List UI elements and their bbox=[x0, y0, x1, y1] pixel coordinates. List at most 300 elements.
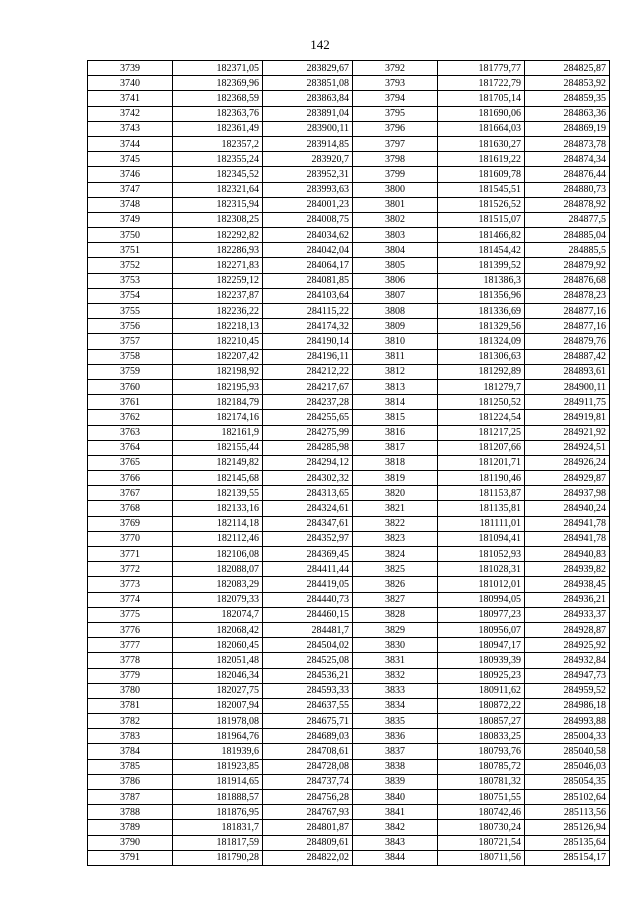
y-coordinate-left-cell: 284525,08 bbox=[263, 653, 353, 668]
x-coordinate-right-cell: 180956,07 bbox=[438, 622, 525, 637]
x-coordinate-right-cell: 181153,87 bbox=[438, 486, 525, 501]
point-id-right-cell: 3818 bbox=[353, 455, 438, 470]
table-row bbox=[88, 471, 610, 486]
y-coordinate-left-cell: 284637,55 bbox=[263, 698, 353, 713]
point-id-right-cell: 3838 bbox=[353, 759, 438, 774]
x-coordinate-left-cell: 181817,59 bbox=[173, 835, 263, 850]
point-id-right-cell: 3824 bbox=[353, 547, 438, 562]
y-coordinate-left-cell: 284081,85 bbox=[263, 273, 353, 288]
y-coordinate-right-cell: 285054,35 bbox=[525, 774, 610, 789]
point-id-right-cell: 3803 bbox=[353, 228, 438, 243]
y-coordinate-left-cell: 284174,32 bbox=[263, 319, 353, 334]
point-id-left-cell: 3764 bbox=[88, 440, 173, 455]
table-row bbox=[88, 243, 610, 258]
y-coordinate-right-cell: 284873,78 bbox=[525, 136, 610, 151]
x-coordinate-right-cell: 181545,51 bbox=[438, 182, 525, 197]
y-coordinate-right-cell: 284877,16 bbox=[525, 304, 610, 319]
x-coordinate-right-cell: 181135,81 bbox=[438, 501, 525, 516]
table-row bbox=[88, 440, 610, 455]
x-coordinate-left-cell: 182210,45 bbox=[173, 334, 263, 349]
x-coordinate-right-cell: 180911,62 bbox=[438, 683, 525, 698]
table-row bbox=[88, 334, 610, 349]
table-row bbox=[88, 197, 610, 212]
point-id-right-cell: 3805 bbox=[353, 258, 438, 273]
table-row bbox=[88, 273, 610, 288]
y-coordinate-right-cell: 284993,88 bbox=[525, 714, 610, 729]
y-coordinate-right-cell: 284936,21 bbox=[525, 592, 610, 607]
table-row bbox=[88, 425, 610, 440]
x-coordinate-left-cell: 182198,92 bbox=[173, 364, 263, 379]
table-row bbox=[88, 805, 610, 820]
y-coordinate-left-cell: 283914,85 bbox=[263, 136, 353, 151]
point-id-right-cell: 3820 bbox=[353, 486, 438, 501]
y-coordinate-right-cell: 284911,75 bbox=[525, 395, 610, 410]
y-coordinate-left-cell: 283891,04 bbox=[263, 106, 353, 121]
point-id-left-cell: 3790 bbox=[88, 835, 173, 850]
point-id-left-cell: 3743 bbox=[88, 121, 173, 136]
table-row bbox=[88, 106, 610, 121]
point-id-right-cell: 3835 bbox=[353, 714, 438, 729]
x-coordinate-left-cell: 182292,82 bbox=[173, 228, 263, 243]
y-coordinate-left-cell: 284419,05 bbox=[263, 577, 353, 592]
x-coordinate-left-cell: 182195,93 bbox=[173, 379, 263, 394]
x-coordinate-left-cell: 182007,94 bbox=[173, 698, 263, 713]
point-id-left-cell: 3781 bbox=[88, 698, 173, 713]
y-coordinate-left-cell: 284675,71 bbox=[263, 714, 353, 729]
y-coordinate-right-cell: 284928,87 bbox=[525, 622, 610, 637]
x-coordinate-left-cell: 181939,6 bbox=[173, 744, 263, 759]
y-coordinate-right-cell: 284876,44 bbox=[525, 167, 610, 182]
x-coordinate-right-cell: 180781,32 bbox=[438, 774, 525, 789]
point-id-left-cell: 3740 bbox=[88, 76, 173, 91]
y-coordinate-right-cell: 284941,78 bbox=[525, 531, 610, 546]
y-coordinate-left-cell: 284001,23 bbox=[263, 197, 353, 212]
y-coordinate-left-cell: 284593,33 bbox=[263, 683, 353, 698]
point-id-right-cell: 3844 bbox=[353, 850, 438, 865]
point-id-left-cell: 3754 bbox=[88, 288, 173, 303]
table-row bbox=[88, 820, 610, 835]
table-row bbox=[88, 410, 610, 425]
x-coordinate-left-cell: 182236,22 bbox=[173, 304, 263, 319]
x-coordinate-left-cell: 182068,42 bbox=[173, 622, 263, 637]
table-row bbox=[88, 607, 610, 622]
x-coordinate-right-cell: 181012,01 bbox=[438, 577, 525, 592]
point-id-right-cell: 3793 bbox=[353, 76, 438, 91]
x-coordinate-left-cell: 182237,87 bbox=[173, 288, 263, 303]
y-coordinate-right-cell: 285113,56 bbox=[525, 805, 610, 820]
point-id-right-cell: 3802 bbox=[353, 212, 438, 227]
x-coordinate-left-cell: 182139,55 bbox=[173, 486, 263, 501]
point-id-left-cell: 3774 bbox=[88, 592, 173, 607]
y-coordinate-left-cell: 284196,11 bbox=[263, 349, 353, 364]
table-row bbox=[88, 501, 610, 516]
table-row bbox=[88, 228, 610, 243]
point-id-right-cell: 3840 bbox=[353, 790, 438, 805]
y-coordinate-right-cell: 285046,03 bbox=[525, 759, 610, 774]
point-id-left-cell: 3782 bbox=[88, 714, 173, 729]
y-coordinate-left-cell: 284728,08 bbox=[263, 759, 353, 774]
table-row bbox=[88, 790, 610, 805]
table-row bbox=[88, 577, 610, 592]
y-coordinate-left-cell: 284008,75 bbox=[263, 212, 353, 227]
point-id-right-cell: 3797 bbox=[353, 136, 438, 151]
y-coordinate-right-cell: 284877,16 bbox=[525, 319, 610, 334]
point-id-left-cell: 3768 bbox=[88, 501, 173, 516]
y-coordinate-right-cell: 284941,78 bbox=[525, 516, 610, 531]
point-id-left-cell: 3744 bbox=[88, 136, 173, 151]
x-coordinate-left-cell: 182355,24 bbox=[173, 152, 263, 167]
y-coordinate-left-cell: 284237,28 bbox=[263, 395, 353, 410]
point-id-left-cell: 3742 bbox=[88, 106, 173, 121]
point-id-left-cell: 3757 bbox=[88, 334, 173, 349]
y-coordinate-right-cell: 284986,18 bbox=[525, 698, 610, 713]
y-coordinate-right-cell: 284940,24 bbox=[525, 501, 610, 516]
y-coordinate-right-cell: 284878,92 bbox=[525, 197, 610, 212]
y-coordinate-left-cell: 284064,17 bbox=[263, 258, 353, 273]
x-coordinate-left-cell: 182149,82 bbox=[173, 455, 263, 470]
y-coordinate-left-cell: 284767,93 bbox=[263, 805, 353, 820]
table-row bbox=[88, 683, 610, 698]
point-id-left-cell: 3751 bbox=[88, 243, 173, 258]
y-coordinate-right-cell: 284885,5 bbox=[525, 243, 610, 258]
point-id-right-cell: 3823 bbox=[353, 531, 438, 546]
x-coordinate-left-cell: 181876,95 bbox=[173, 805, 263, 820]
y-coordinate-right-cell: 284825,87 bbox=[525, 61, 610, 76]
point-id-left-cell: 3778 bbox=[88, 653, 173, 668]
table-row bbox=[88, 121, 610, 136]
point-id-left-cell: 3766 bbox=[88, 471, 173, 486]
point-id-right-cell: 3819 bbox=[353, 471, 438, 486]
point-id-left-cell: 3788 bbox=[88, 805, 173, 820]
x-coordinate-left-cell: 182161,9 bbox=[173, 425, 263, 440]
table-row bbox=[88, 835, 610, 850]
table-row bbox=[88, 136, 610, 151]
table-row bbox=[88, 486, 610, 501]
y-coordinate-left-cell: 284212,22 bbox=[263, 364, 353, 379]
x-coordinate-right-cell: 181386,3 bbox=[438, 273, 525, 288]
x-coordinate-left-cell: 182357,2 bbox=[173, 136, 263, 151]
point-id-left-cell: 3758 bbox=[88, 349, 173, 364]
point-id-left-cell: 3772 bbox=[88, 562, 173, 577]
x-coordinate-left-cell: 181790,28 bbox=[173, 850, 263, 865]
x-coordinate-right-cell: 181664,03 bbox=[438, 121, 525, 136]
y-coordinate-right-cell: 285102,64 bbox=[525, 790, 610, 805]
point-id-left-cell: 3761 bbox=[88, 395, 173, 410]
point-id-right-cell: 3813 bbox=[353, 379, 438, 394]
y-coordinate-left-cell: 284042,04 bbox=[263, 243, 353, 258]
point-id-right-cell: 3833 bbox=[353, 683, 438, 698]
x-coordinate-right-cell: 180793,76 bbox=[438, 744, 525, 759]
x-coordinate-left-cell: 182060,45 bbox=[173, 638, 263, 653]
x-coordinate-right-cell: 181630,27 bbox=[438, 136, 525, 151]
x-coordinate-left-cell: 182106,08 bbox=[173, 547, 263, 562]
y-coordinate-left-cell: 284302,32 bbox=[263, 471, 353, 486]
point-id-right-cell: 3798 bbox=[353, 152, 438, 167]
table-row bbox=[88, 714, 610, 729]
y-coordinate-left-cell: 284460,15 bbox=[263, 607, 353, 622]
point-id-left-cell: 3780 bbox=[88, 683, 173, 698]
x-coordinate-right-cell: 181619,22 bbox=[438, 152, 525, 167]
point-id-right-cell: 3828 bbox=[353, 607, 438, 622]
point-id-left-cell: 3779 bbox=[88, 668, 173, 683]
y-coordinate-right-cell: 285126,94 bbox=[525, 820, 610, 835]
x-coordinate-left-cell: 182046,34 bbox=[173, 668, 263, 683]
table-row bbox=[88, 516, 610, 531]
point-id-right-cell: 3812 bbox=[353, 364, 438, 379]
point-id-left-cell: 3748 bbox=[88, 197, 173, 212]
point-id-right-cell: 3815 bbox=[353, 410, 438, 425]
x-coordinate-right-cell: 180947,17 bbox=[438, 638, 525, 653]
point-id-left-cell: 3771 bbox=[88, 547, 173, 562]
x-coordinate-left-cell: 181888,57 bbox=[173, 790, 263, 805]
point-id-left-cell: 3789 bbox=[88, 820, 173, 835]
point-id-left-cell: 3763 bbox=[88, 425, 173, 440]
y-coordinate-right-cell: 284921,92 bbox=[525, 425, 610, 440]
x-coordinate-right-cell: 181306,63 bbox=[438, 349, 525, 364]
x-coordinate-left-cell: 182112,46 bbox=[173, 531, 263, 546]
x-coordinate-left-cell: 181831,7 bbox=[173, 820, 263, 835]
table-row bbox=[88, 91, 610, 106]
x-coordinate-right-cell: 181329,56 bbox=[438, 319, 525, 334]
y-coordinate-right-cell: 284879,76 bbox=[525, 334, 610, 349]
y-coordinate-right-cell: 284959,52 bbox=[525, 683, 610, 698]
y-coordinate-right-cell: 284853,92 bbox=[525, 76, 610, 91]
table-row bbox=[88, 304, 610, 319]
y-coordinate-left-cell: 284255,65 bbox=[263, 410, 353, 425]
point-id-right-cell: 3834 bbox=[353, 698, 438, 713]
x-coordinate-right-cell: 181609,78 bbox=[438, 167, 525, 182]
x-coordinate-left-cell: 182271,83 bbox=[173, 258, 263, 273]
x-coordinate-right-cell: 181526,52 bbox=[438, 197, 525, 212]
x-coordinate-right-cell: 181094,41 bbox=[438, 531, 525, 546]
point-id-left-cell: 3786 bbox=[88, 774, 173, 789]
x-coordinate-right-cell: 180721,54 bbox=[438, 835, 525, 850]
point-id-right-cell: 3836 bbox=[353, 729, 438, 744]
x-coordinate-left-cell: 182363,76 bbox=[173, 106, 263, 121]
y-coordinate-left-cell: 284737,74 bbox=[263, 774, 353, 789]
point-id-left-cell: 3762 bbox=[88, 410, 173, 425]
point-id-right-cell: 3814 bbox=[353, 395, 438, 410]
x-coordinate-left-cell: 182114,18 bbox=[173, 516, 263, 531]
y-coordinate-left-cell: 284369,45 bbox=[263, 547, 353, 562]
y-coordinate-right-cell: 285135,64 bbox=[525, 835, 610, 850]
table-row bbox=[88, 455, 610, 470]
table-row bbox=[88, 759, 610, 774]
y-coordinate-right-cell: 284919,81 bbox=[525, 410, 610, 425]
x-coordinate-right-cell: 180977,23 bbox=[438, 607, 525, 622]
x-coordinate-right-cell: 181466,82 bbox=[438, 228, 525, 243]
point-id-left-cell: 3745 bbox=[88, 152, 173, 167]
x-coordinate-right-cell: 181292,89 bbox=[438, 364, 525, 379]
y-coordinate-right-cell: 284938,45 bbox=[525, 577, 610, 592]
x-coordinate-right-cell: 180939,39 bbox=[438, 653, 525, 668]
y-coordinate-left-cell: 284822,02 bbox=[263, 850, 353, 865]
x-coordinate-left-cell: 182145,68 bbox=[173, 471, 263, 486]
x-coordinate-left-cell: 181914,65 bbox=[173, 774, 263, 789]
table-row bbox=[88, 258, 610, 273]
point-id-right-cell: 3830 bbox=[353, 638, 438, 653]
point-id-left-cell: 3785 bbox=[88, 759, 173, 774]
y-coordinate-right-cell: 284933,37 bbox=[525, 607, 610, 622]
table-row bbox=[88, 744, 610, 759]
point-id-right-cell: 3807 bbox=[353, 288, 438, 303]
point-id-right-cell: 3843 bbox=[353, 835, 438, 850]
table-row bbox=[88, 319, 610, 334]
x-coordinate-left-cell: 182088,07 bbox=[173, 562, 263, 577]
x-coordinate-left-cell: 182184,79 bbox=[173, 395, 263, 410]
x-coordinate-left-cell: 182074,7 bbox=[173, 607, 263, 622]
y-coordinate-right-cell: 284880,73 bbox=[525, 182, 610, 197]
y-coordinate-right-cell: 284925,92 bbox=[525, 638, 610, 653]
y-coordinate-left-cell: 283851,08 bbox=[263, 76, 353, 91]
x-coordinate-right-cell: 181779,77 bbox=[438, 61, 525, 76]
y-coordinate-left-cell: 283952,31 bbox=[263, 167, 353, 182]
point-id-left-cell: 3746 bbox=[88, 167, 173, 182]
x-coordinate-right-cell: 181356,96 bbox=[438, 288, 525, 303]
x-coordinate-right-cell: 180872,22 bbox=[438, 698, 525, 713]
point-id-right-cell: 3817 bbox=[353, 440, 438, 455]
table-row bbox=[88, 61, 610, 76]
x-coordinate-left-cell: 182368,59 bbox=[173, 91, 263, 106]
y-coordinate-left-cell: 284103,64 bbox=[263, 288, 353, 303]
table-row bbox=[88, 729, 610, 744]
point-id-left-cell: 3747 bbox=[88, 182, 173, 197]
point-id-right-cell: 3832 bbox=[353, 668, 438, 683]
x-coordinate-left-cell: 182218,13 bbox=[173, 319, 263, 334]
table-row bbox=[88, 698, 610, 713]
point-id-right-cell: 3816 bbox=[353, 425, 438, 440]
point-id-left-cell: 3755 bbox=[88, 304, 173, 319]
y-coordinate-left-cell: 284034,62 bbox=[263, 228, 353, 243]
point-id-left-cell: 3777 bbox=[88, 638, 173, 653]
point-id-left-cell: 3753 bbox=[88, 273, 173, 288]
x-coordinate-left-cell: 182371,05 bbox=[173, 61, 263, 76]
point-id-left-cell: 3773 bbox=[88, 577, 173, 592]
x-coordinate-right-cell: 180833,25 bbox=[438, 729, 525, 744]
y-coordinate-right-cell: 284863,36 bbox=[525, 106, 610, 121]
y-coordinate-right-cell: 284900,11 bbox=[525, 379, 610, 394]
point-id-right-cell: 3842 bbox=[353, 820, 438, 835]
point-id-left-cell: 3784 bbox=[88, 744, 173, 759]
y-coordinate-left-cell: 284347,61 bbox=[263, 516, 353, 531]
y-coordinate-left-cell: 284275,99 bbox=[263, 425, 353, 440]
x-coordinate-right-cell: 180857,27 bbox=[438, 714, 525, 729]
point-id-left-cell: 3749 bbox=[88, 212, 173, 227]
x-coordinate-left-cell: 182321,64 bbox=[173, 182, 263, 197]
y-coordinate-right-cell: 284879,92 bbox=[525, 258, 610, 273]
y-coordinate-left-cell: 284294,12 bbox=[263, 455, 353, 470]
point-id-right-cell: 3796 bbox=[353, 121, 438, 136]
point-id-left-cell: 3752 bbox=[88, 258, 173, 273]
point-id-right-cell: 3811 bbox=[353, 349, 438, 364]
point-id-right-cell: 3829 bbox=[353, 622, 438, 637]
point-id-left-cell: 3791 bbox=[88, 850, 173, 865]
x-coordinate-right-cell: 180711,56 bbox=[438, 850, 525, 865]
point-id-left-cell: 3769 bbox=[88, 516, 173, 531]
x-coordinate-left-cell: 181923,85 bbox=[173, 759, 263, 774]
x-coordinate-left-cell: 182051,48 bbox=[173, 653, 263, 668]
point-id-left-cell: 3776 bbox=[88, 622, 173, 637]
x-coordinate-left-cell: 182155,44 bbox=[173, 440, 263, 455]
table-row bbox=[88, 212, 610, 227]
y-coordinate-right-cell: 284929,87 bbox=[525, 471, 610, 486]
point-id-left-cell: 3739 bbox=[88, 61, 173, 76]
y-coordinate-right-cell: 285154,17 bbox=[525, 850, 610, 865]
x-coordinate-right-cell: 181722,79 bbox=[438, 76, 525, 91]
x-coordinate-left-cell: 182133,16 bbox=[173, 501, 263, 516]
x-coordinate-left-cell: 182207,42 bbox=[173, 349, 263, 364]
x-coordinate-right-cell: 181217,25 bbox=[438, 425, 525, 440]
y-coordinate-left-cell: 284324,61 bbox=[263, 501, 353, 516]
point-id-right-cell: 3799 bbox=[353, 167, 438, 182]
table-row bbox=[88, 395, 610, 410]
point-id-right-cell: 3831 bbox=[353, 653, 438, 668]
y-coordinate-left-cell: 284809,61 bbox=[263, 835, 353, 850]
y-coordinate-right-cell: 284937,98 bbox=[525, 486, 610, 501]
x-coordinate-left-cell: 182308,25 bbox=[173, 212, 263, 227]
y-coordinate-left-cell: 284708,61 bbox=[263, 744, 353, 759]
x-coordinate-left-cell: 181978,08 bbox=[173, 714, 263, 729]
table-row bbox=[88, 622, 610, 637]
table-row bbox=[88, 592, 610, 607]
x-coordinate-right-cell: 181190,46 bbox=[438, 471, 525, 486]
table-row bbox=[88, 668, 610, 683]
y-coordinate-left-cell: 284504,02 bbox=[263, 638, 353, 653]
point-id-right-cell: 3810 bbox=[353, 334, 438, 349]
y-coordinate-right-cell: 285004,33 bbox=[525, 729, 610, 744]
point-id-right-cell: 3795 bbox=[353, 106, 438, 121]
x-coordinate-right-cell: 181201,71 bbox=[438, 455, 525, 470]
x-coordinate-right-cell: 180925,23 bbox=[438, 668, 525, 683]
coordinates-table-body bbox=[88, 61, 610, 866]
y-coordinate-right-cell: 284876,68 bbox=[525, 273, 610, 288]
x-coordinate-left-cell: 182286,93 bbox=[173, 243, 263, 258]
x-coordinate-right-cell: 180785,72 bbox=[438, 759, 525, 774]
point-id-right-cell: 3841 bbox=[353, 805, 438, 820]
point-id-left-cell: 3767 bbox=[88, 486, 173, 501]
table-row bbox=[88, 638, 610, 653]
y-coordinate-left-cell: 284411,44 bbox=[263, 562, 353, 577]
table-row bbox=[88, 152, 610, 167]
page-number: 142 bbox=[310, 37, 330, 52]
y-coordinate-right-cell: 284877,5 bbox=[525, 212, 610, 227]
point-id-left-cell: 3783 bbox=[88, 729, 173, 744]
table-row bbox=[88, 850, 610, 865]
y-coordinate-left-cell: 284217,67 bbox=[263, 379, 353, 394]
point-id-left-cell: 3770 bbox=[88, 531, 173, 546]
y-coordinate-left-cell: 284313,65 bbox=[263, 486, 353, 501]
y-coordinate-left-cell: 283900,11 bbox=[263, 121, 353, 136]
y-coordinate-left-cell: 284440,73 bbox=[263, 592, 353, 607]
y-coordinate-left-cell: 284536,21 bbox=[263, 668, 353, 683]
x-coordinate-right-cell: 181207,66 bbox=[438, 440, 525, 455]
table-row bbox=[88, 774, 610, 789]
x-coordinate-left-cell: 182361,49 bbox=[173, 121, 263, 136]
x-coordinate-right-cell: 181690,06 bbox=[438, 106, 525, 121]
table-row bbox=[88, 349, 610, 364]
point-id-right-cell: 3801 bbox=[353, 197, 438, 212]
x-coordinate-right-cell: 180994,05 bbox=[438, 592, 525, 607]
x-coordinate-right-cell: 181399,52 bbox=[438, 258, 525, 273]
y-coordinate-left-cell: 283920,7 bbox=[263, 152, 353, 167]
x-coordinate-left-cell: 182174,16 bbox=[173, 410, 263, 425]
y-coordinate-right-cell: 284885,04 bbox=[525, 228, 610, 243]
table-row bbox=[88, 182, 610, 197]
y-coordinate-right-cell: 284874,34 bbox=[525, 152, 610, 167]
coordinates-table bbox=[87, 60, 610, 866]
point-id-right-cell: 3837 bbox=[353, 744, 438, 759]
x-coordinate-right-cell: 181279,7 bbox=[438, 379, 525, 394]
